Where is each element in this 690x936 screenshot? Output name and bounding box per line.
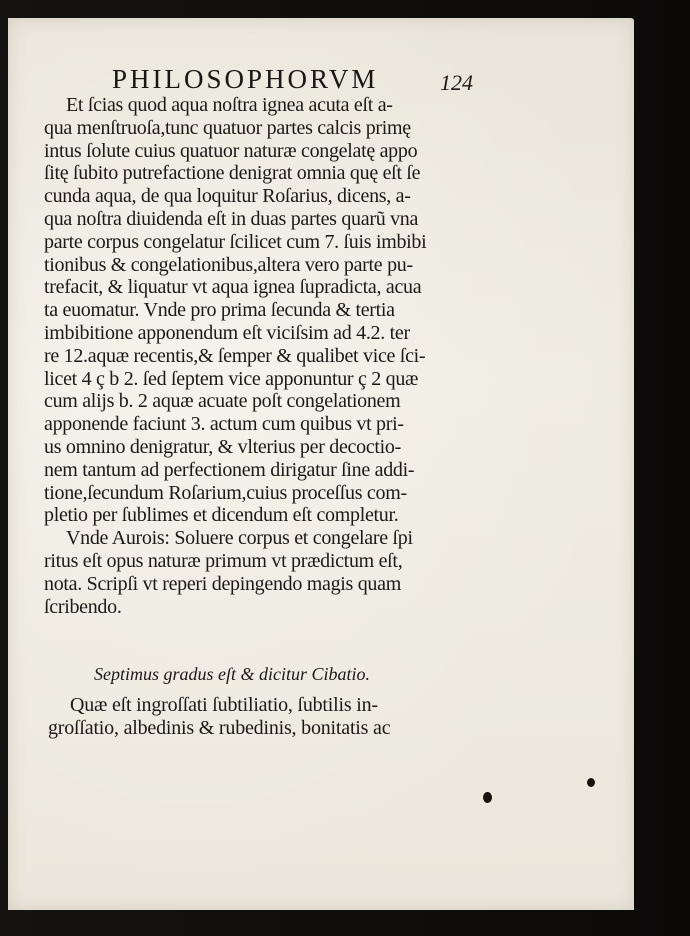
ink-spot (587, 778, 595, 787)
text-line: ſcribendo. (44, 595, 122, 618)
text-line: cunda aqua, de qua loquitur Roſarius, dicens, a- (44, 185, 411, 208)
text-line: pletio per ſublimes et dicendum eſt completur. (44, 504, 399, 527)
text-line: licet 4 ç b 2. ſed ſeptem vice apponuntur ç 2 quæ (44, 367, 419, 390)
text-line: qua noſtra diuidenda eſt in duas partes quarũ vna (44, 207, 419, 230)
text-line: Et ſcias quod aqua noſtra ignea acuta eſt a- (66, 94, 393, 116)
text-line: parte corpus congelatur ſcilicet cum 7. ſuis imbibi (44, 230, 427, 253)
paragraph-3 (48, 694, 468, 740)
text-line: cum alijs b. 2 aquæ acuate poſt congelationem (44, 390, 401, 413)
text-line: re 12.aquæ recentis,& ſemper & qualibet vice ſci- (44, 344, 426, 367)
text-line: ritus eſt opus naturæ primum vt prædictum eſt, (44, 549, 403, 572)
text-line: ta euomatur. Vnde pro prima ſecunda & tertia (44, 299, 395, 322)
ink-spot (483, 792, 492, 803)
page-number: 124 (440, 70, 473, 95)
text-line: nota. Scripſi vt reperi depingendo magis quam (44, 572, 401, 595)
paragraph-1 (44, 94, 472, 618)
text-line: imbibitione apponendum eſt viciſsim ad 4.2. ter (44, 321, 410, 344)
text-line: groſſatio, albedinis & rubedinis, bonitatis ac (48, 716, 391, 739)
section-heading: Septimus gradus eſt & dicitur Cibatio. (94, 664, 371, 684)
text-line: qua menſtruoſa,tunc quatuor partes calcis primę (44, 116, 411, 139)
book-page (8, 18, 634, 910)
text-line: us omnino denigratur, & vlterius per decoctio- (44, 435, 401, 458)
text-line: trefacit, & liquatur vt aqua ignea ſupradicta, acua (44, 276, 422, 299)
text-line: intus ſolute cuius quatuor naturæ congelatę appo (44, 139, 418, 162)
text-line: ſitę ſubito putrefactione denigrat omnia quę eſt ſe (44, 162, 421, 185)
text-line: nem tantum ad perfectionem dirigatur ſine addi- (44, 458, 415, 481)
running-title: PHILOSOPHORVM (112, 64, 379, 94)
text-line: Vnde Aurois: Soluere corpus et congelare ſpi (66, 527, 413, 550)
text-line: tione,ſecundum Roſarium,cuius proceſſus com- (44, 481, 407, 504)
text-line: tionibus & congelationibus,altera vero parte pu- (44, 253, 413, 276)
text-line: apponende faciunt 3. actum cum quibus vt pri- (44, 413, 404, 436)
text-line: Quæ eſt ingroſſati ſubtiliatio, ſubtilis in- (70, 694, 378, 716)
